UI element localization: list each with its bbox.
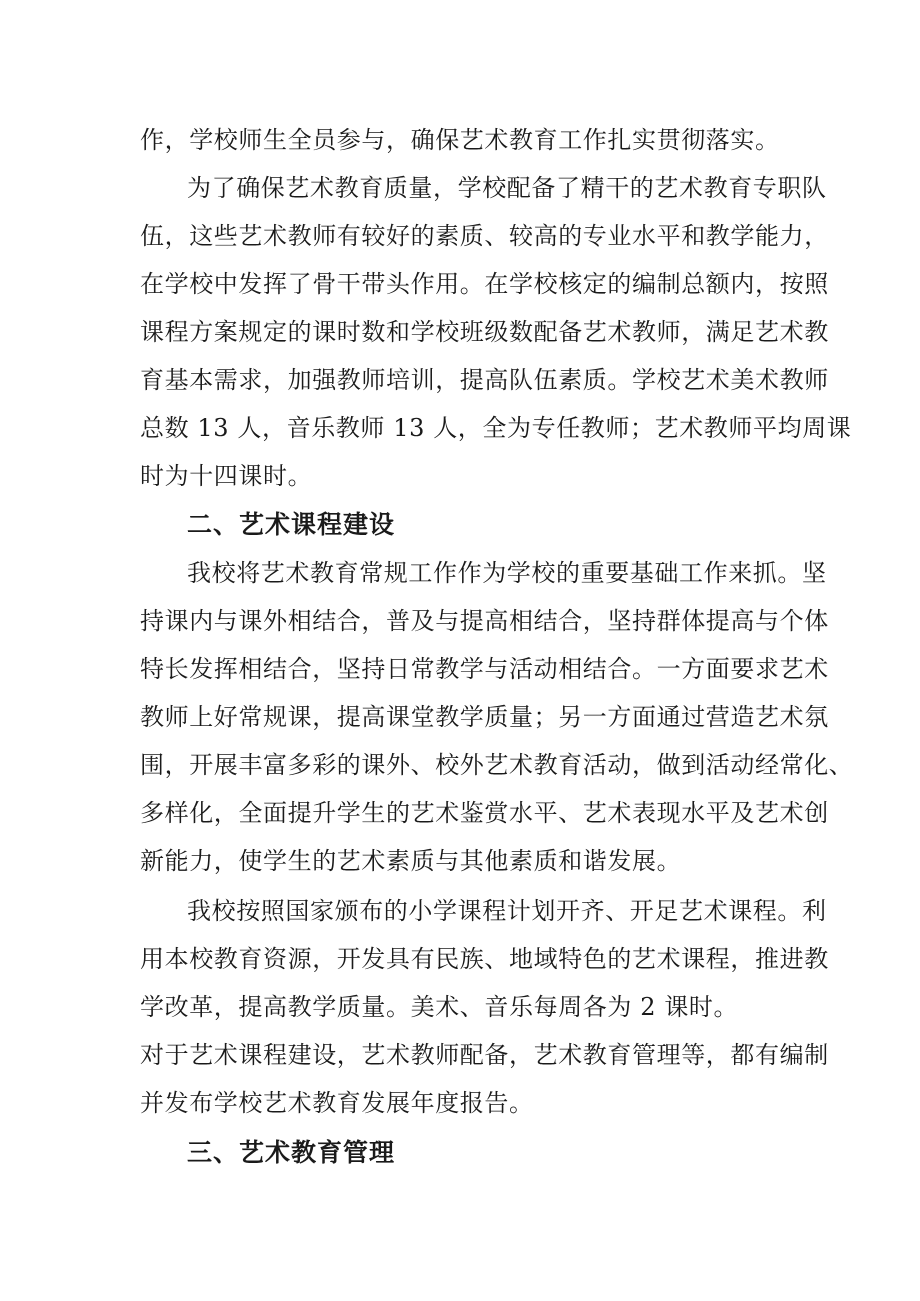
paragraph-line: 我校按照国家颁布的小学课程计划开齐、开足艺术课程。利	[187, 897, 827, 925]
paragraph-line: 时为十四课时。	[140, 462, 313, 490]
section-heading: 三、艺术教育管理	[187, 1138, 396, 1167]
paragraph-line: 作，学校师生全员参与，确保艺术教育工作扎实贯彻落实。	[140, 126, 780, 154]
paragraph-line: 育基本需求，加强教师培训，提高队伍素质。学校艺术美术教师	[140, 366, 829, 394]
paragraph-line: 持课内与课外相结合，普及与提高相结合，坚持群体提高与个体	[140, 607, 829, 635]
paragraph-line: 课程方案规定的课时数和学校班级数配备艺术教师，满足艺术教	[140, 318, 829, 346]
paragraph-line: 新能力，使学生的艺术素质与其他素质和谐发展。	[140, 847, 682, 875]
paragraph-line: 为了确保艺术教育质量，学校配备了精干的艺术教育专职队	[187, 174, 827, 202]
paragraph-line: 多样化，全面提升学生的艺术鉴赏水平、艺术表现水平及艺术创	[140, 799, 829, 827]
paragraph-line: 教师上好常规课，提高课堂教学质量；另一方面通过营造艺术氛	[140, 703, 829, 731]
paragraph-line: 对于艺术课程建设，艺术教师配备，艺术教育管理等，都有编制	[140, 1041, 829, 1069]
paragraph-line: 特长发挥相结合，坚持日常教学与活动相结合。一方面要求艺术	[140, 655, 829, 683]
paragraph-line: 在学校中发挥了骨干带头作用。在学校核定的编制总额内，按照	[140, 270, 829, 298]
paragraph-line: 围，开展丰富多彩的课外、校外艺术教育活动，做到活动经常化、	[140, 751, 854, 779]
paragraph-line: 学改革，提高教学质量。美术、音乐每周各为 2 课时。	[140, 993, 739, 1021]
paragraph-line: 伍，这些艺术教师有较好的素质、较高的专业水平和教学能力，	[140, 222, 829, 250]
paragraph-line: 总数 13 人，音乐教师 13 人，全为专任教师；艺术教师平均周课	[140, 414, 852, 442]
paragraph-line: 用本校教育资源，开发具有民族、地域特色的艺术课程，推进教	[140, 945, 829, 973]
section-heading: 二、艺术课程建设	[187, 510, 396, 539]
paragraph-line: 我校将艺术教育常规工作作为学校的重要基础工作来抓。坚	[187, 559, 827, 587]
paragraph-line: 并发布学校艺术教育发展年度报告。	[140, 1089, 534, 1117]
